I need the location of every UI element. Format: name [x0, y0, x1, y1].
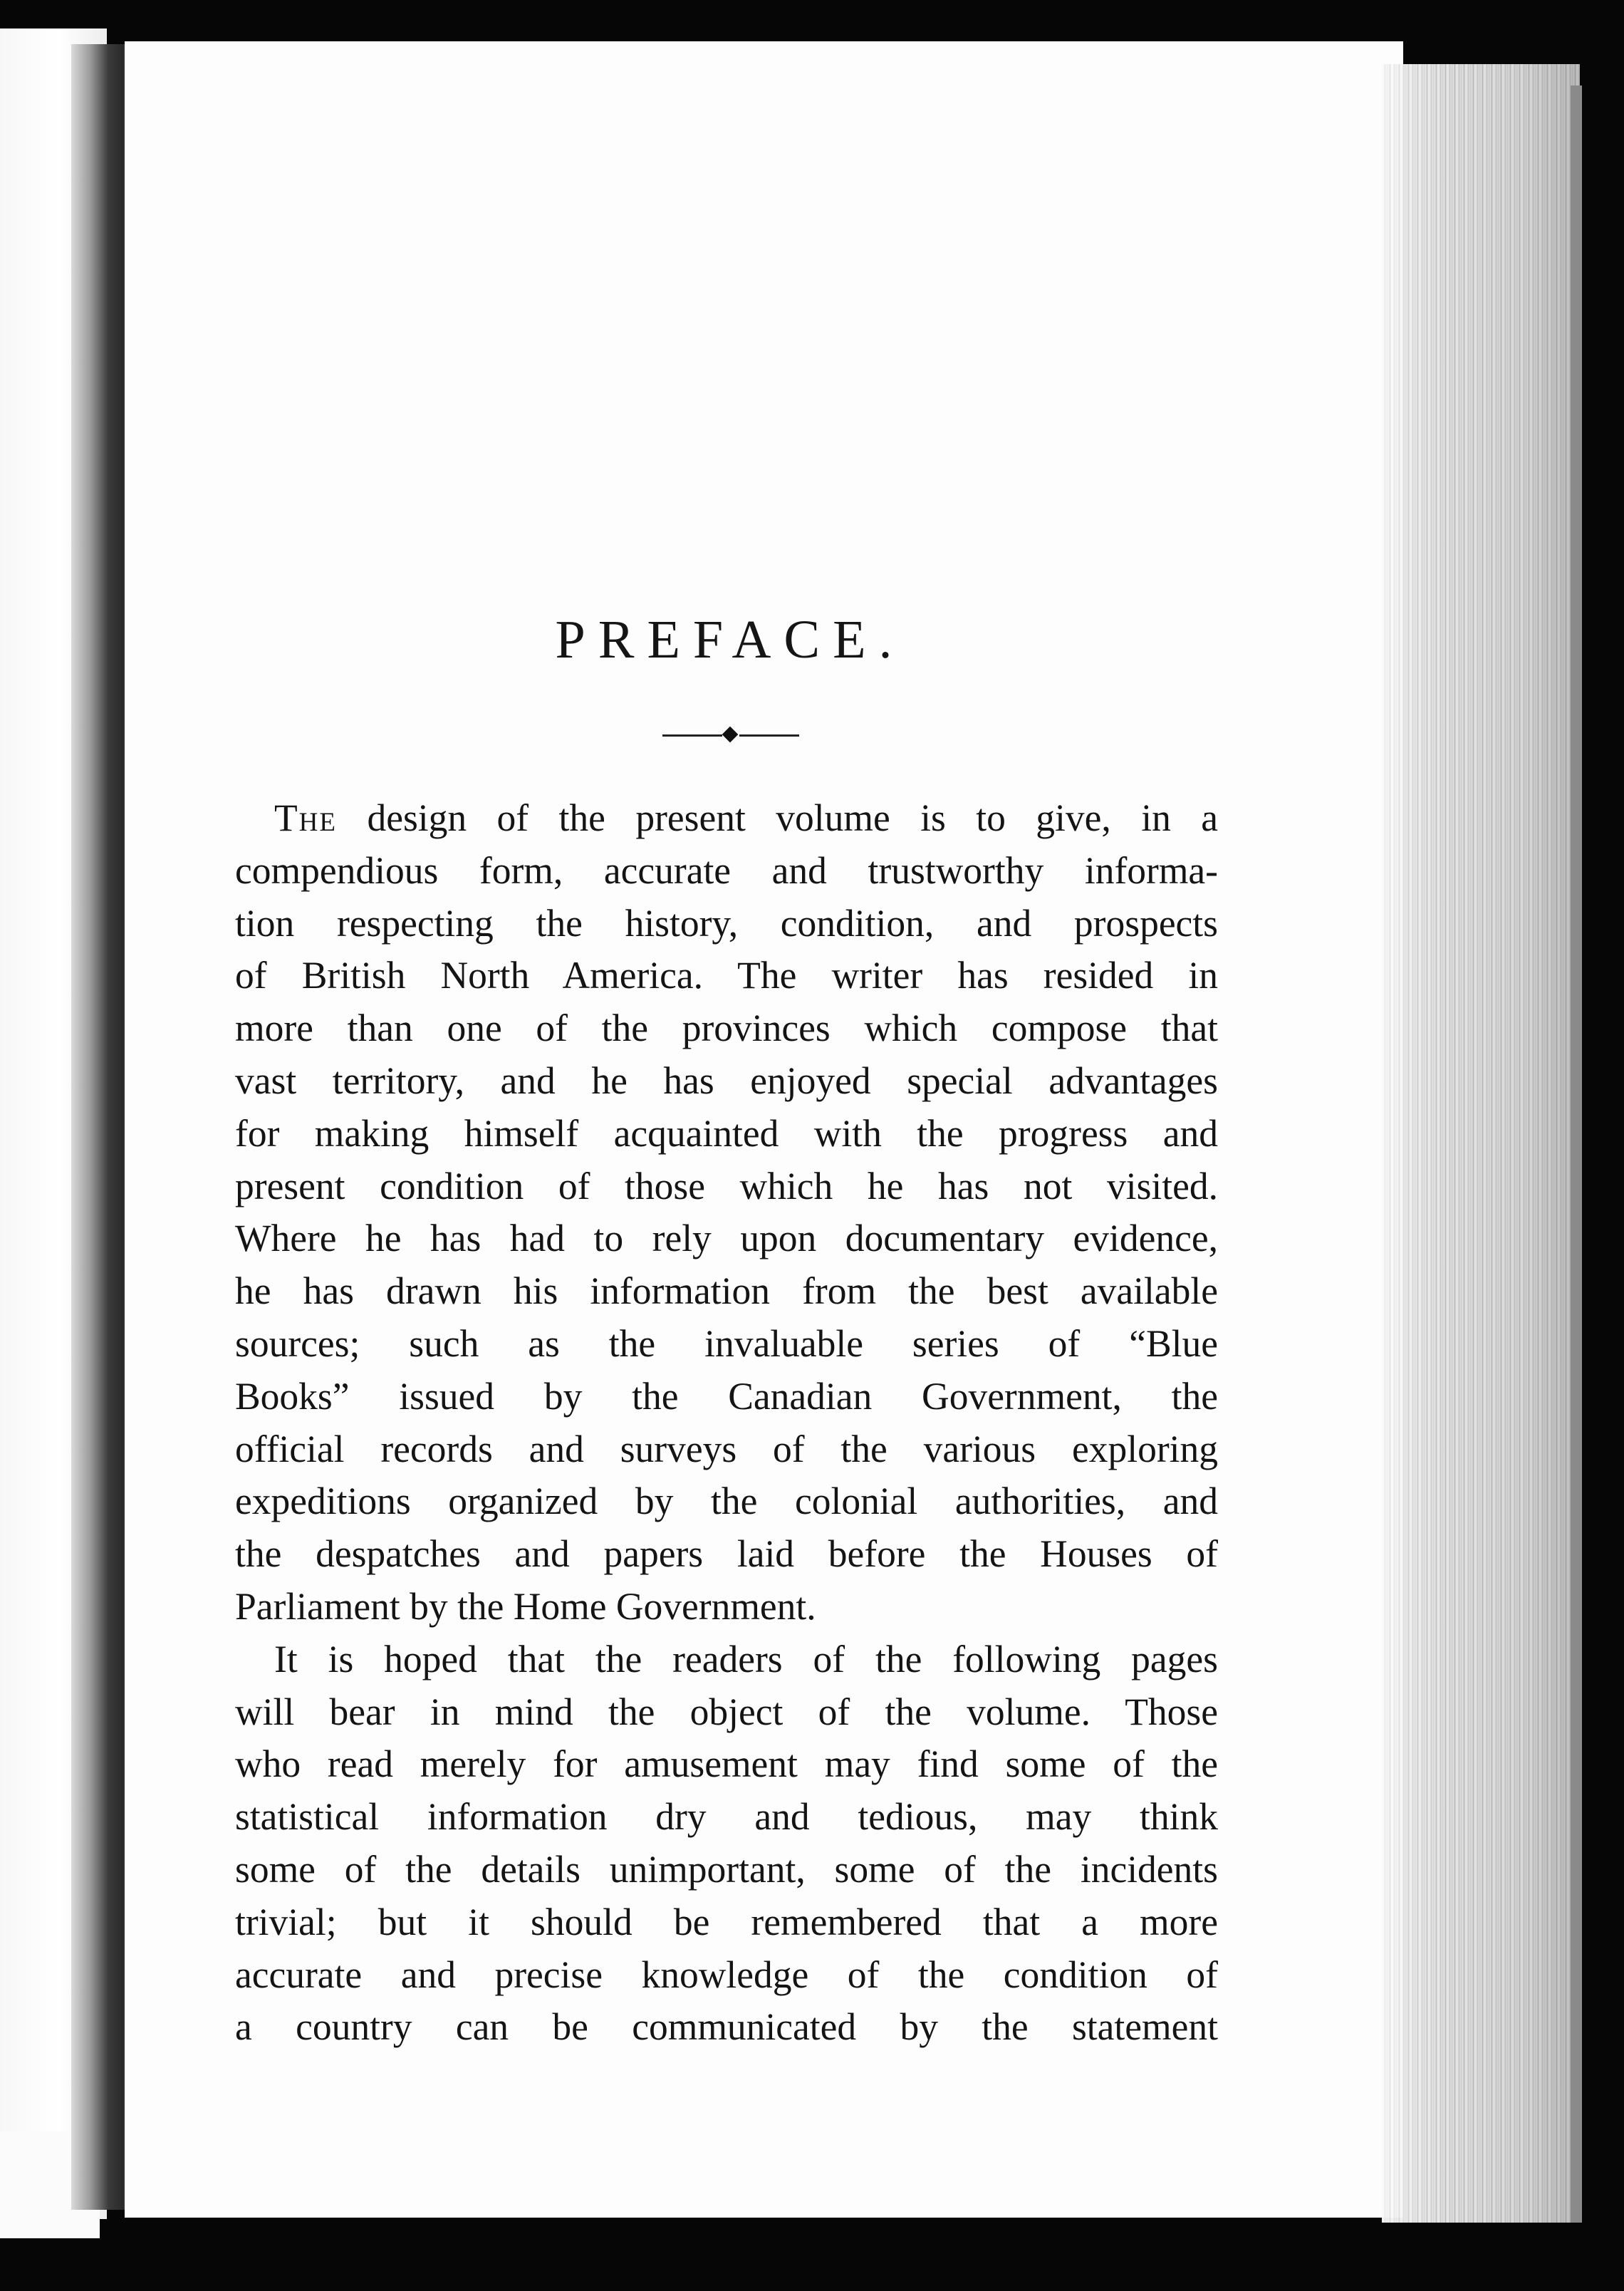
text-line: who read merely for amusement may find some of the — [235, 1742, 1218, 1786]
text-line: sources; such as the invaluable series of “Blue — [235, 1321, 1218, 1365]
text-line: will bear in mind the object of the volume. Those — [235, 1690, 1218, 1733]
page-stack-rim — [1571, 85, 1582, 2223]
text-line: Where he has had to rely upon documentary evidence, — [235, 1217, 1218, 1260]
text-line: accurate and precise knowledge of the condition of — [235, 1953, 1218, 1996]
text-line — [235, 792, 1218, 845]
preface-body — [235, 792, 1218, 2054]
text-line: compendious form, accurate and trustworthy informa- — [235, 848, 1218, 892]
page-title: PREFACE. — [555, 610, 905, 670]
text-line: expeditions organized by the colonial authorities, and — [235, 1480, 1218, 1523]
text-line: present condition of those which he has not visited. — [235, 1164, 1218, 1207]
title-ornament — [662, 727, 799, 744]
text-line: official records and surveys of the various exploring — [235, 1427, 1218, 1470]
text-line: he has drawn his information from the best available — [235, 1269, 1218, 1313]
text-line-rest: design of the present volume is to give, in a — [337, 796, 1218, 839]
text-line: statistical information dry and tedious, may think — [235, 1795, 1218, 1839]
ornament-rule-right — [739, 734, 799, 737]
text-line: tion respecting the history, condition, and prospects — [235, 901, 1218, 945]
text-line: more than one of the provinces which compose that — [235, 1007, 1218, 1050]
text-line: for making himself acquainted with the progress and — [235, 1111, 1218, 1155]
text-line: It is hoped that the readers of the following pages — [274, 1637, 1218, 1680]
ornament-rule-left — [662, 734, 722, 737]
text-line: of British North America. The writer has resided in — [235, 954, 1218, 997]
text-line: some of the details unimportant, some of the incidents — [235, 1847, 1218, 1891]
text-line: the despatches and papers laid before the Houses of — [235, 1532, 1218, 1576]
text-line: a country can be communicated by the statement — [235, 2005, 1218, 2049]
text-line: Books” issued by the Canadian Government, the — [235, 1374, 1218, 1418]
page-stack-shading — [1382, 64, 1580, 2223]
text-line: vast territory, and he has enjoyed special advantages — [235, 1059, 1218, 1102]
ornament-diamond — [722, 727, 739, 743]
text-line: Parliament by the Home Government. — [235, 1584, 816, 1628]
text-line: trivial; but it should be remembered that a more — [235, 1900, 1218, 1943]
drop-lead-word: The — [274, 796, 338, 839]
